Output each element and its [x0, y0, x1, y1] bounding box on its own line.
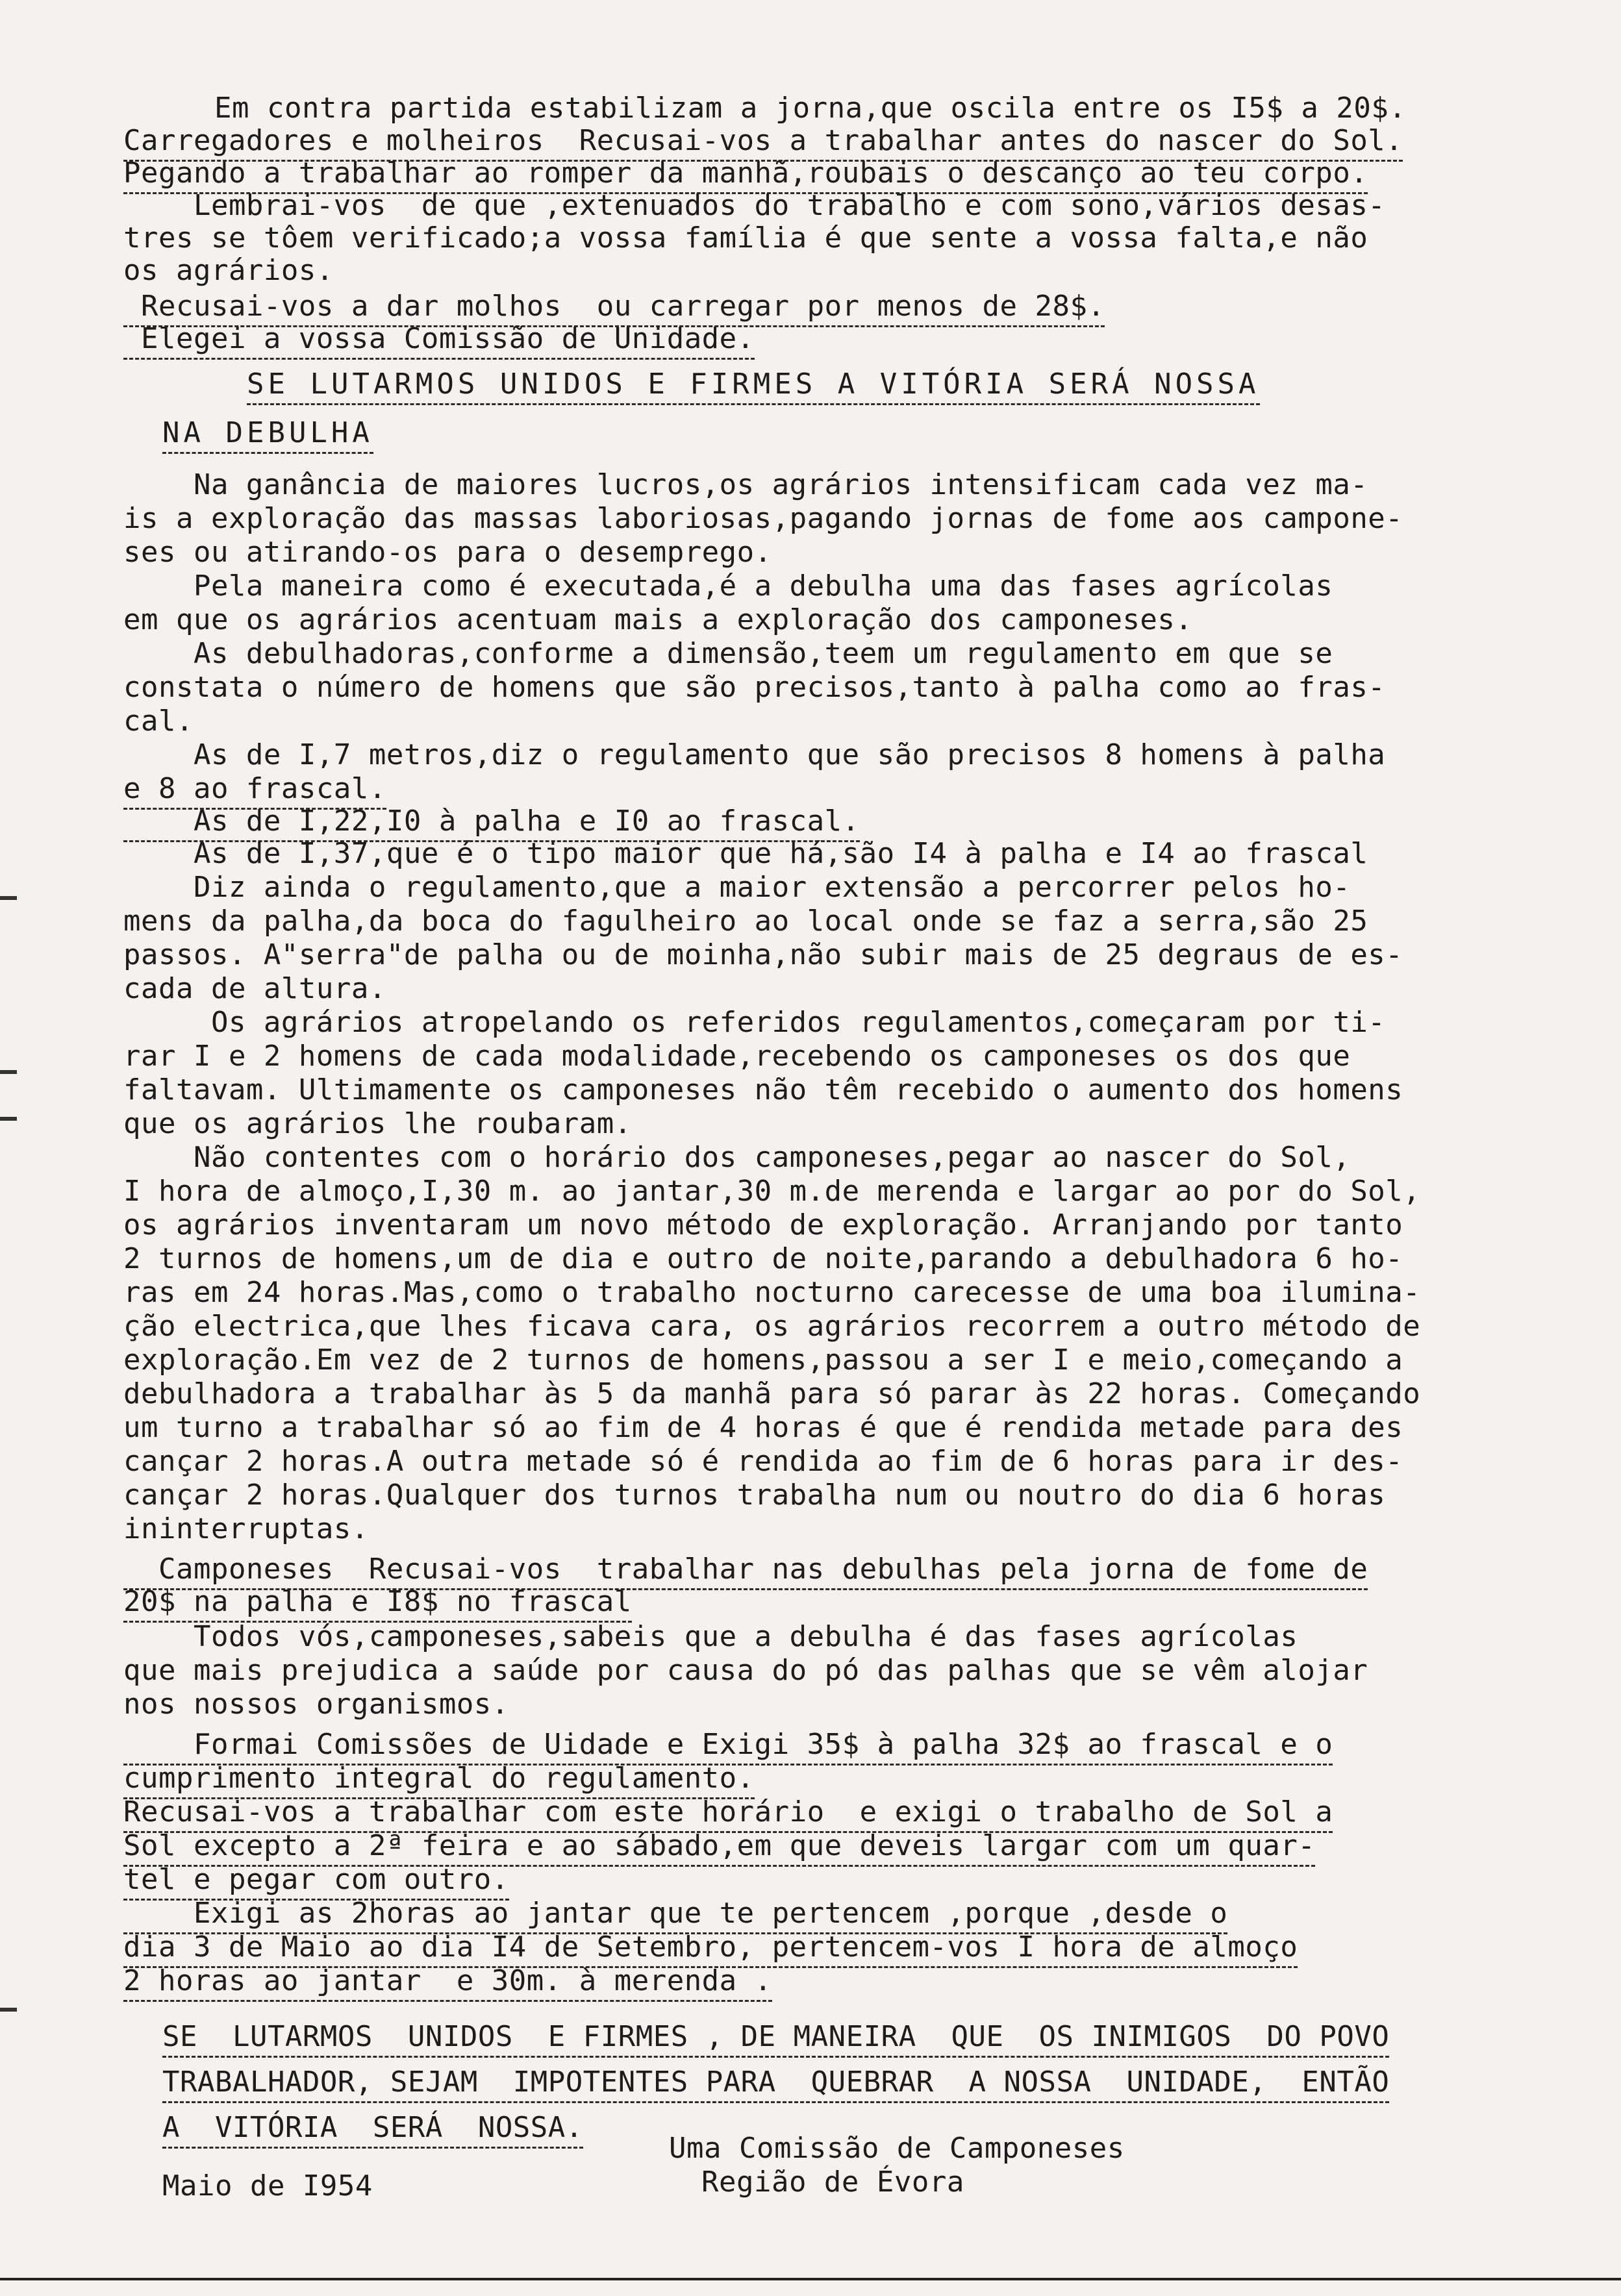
demand-line: dia 3 de Maio ao dia I4 de Setembro, pertencem-vos I hora de almoço [123, 1930, 1298, 1968]
text-line: As de I,37,que é o tipo maior que há,são I4 à palha e I4 ao frascal [123, 837, 1368, 870]
demand-line: Formai Comissões de Uidade e Exigi 35$ à palha 32$ ao frascal e o [123, 1727, 1333, 1766]
demand-line: 2 horas ao jantar e 30m. à merenda . [123, 1964, 772, 2002]
final-slogan-line: A VITÓRIA SERÁ NOSSA. [162, 2110, 583, 2149]
text-line: os agrários. [123, 254, 334, 287]
scan-mark [0, 1070, 17, 1074]
text-line: exploração.Em vez de 2 turnos de homens,passou a ser I e meio,começando a [123, 1343, 1403, 1377]
text-line: que mais prejudica a saúde por causa do pó das palhas que se vêm alojar [123, 1654, 1368, 1687]
scan-mark [0, 1117, 17, 1121]
text-line: 2 turnos de homens,um de dia e outro de noite,parando a debulhadora 6 ho- [123, 1242, 1403, 1275]
section-heading: NA DEBULHA [162, 416, 373, 454]
scan-mark [0, 2008, 17, 2012]
slogan-heading: SE LUTARMOS UNIDOS E FIRMES A VITÓRIA SERÁ NOSSA [247, 367, 1260, 405]
text-line: Carregadores e molheiros Recusai-vos a trabalhar antes do nascer do Sol. [123, 123, 1403, 162]
text-line: tres se tôem verificado;a vossa família é que sente a vossa falta,e não [123, 221, 1368, 255]
text-line: ininterruptas. [123, 1512, 369, 1545]
text-line: Todos vós,camponeses,sabeis que a debulha é das fases agrícolas [123, 1620, 1298, 1653]
text-line: cançar 2 horas.A outra metade só é rendida ao fim de 6 horas para ir des- [123, 1445, 1403, 1478]
document-date: Maio de I954 [162, 2169, 373, 2202]
text-line: Em contra partida estabilizam a jorna,que oscila entre os I5$ a 20$. [214, 92, 1407, 125]
text-line: Os agrários atropelando os referidos regulamentos,começaram por ti- [123, 1006, 1386, 1039]
text-line: que os agrários lhe roubaram. [123, 1107, 632, 1140]
text-line: ras em 24 horas.Mas,como o trabalho nocturno carecesse de uma boa ilumina- [123, 1276, 1421, 1309]
scan-mark [0, 896, 17, 900]
text-line: rar I e 2 homens de cada modalidade,recebendo os camponeses os dos que [123, 1040, 1351, 1073]
text-line: Lembrai-vos de que ,extenuados do trabalho e com sono,vários desas- [123, 189, 1386, 222]
text-line: Na ganância de maiores lucros,os agrários intensificam cada vez ma- [123, 468, 1368, 501]
demand-line: Exigi as 2horas ao jantar que te pertencem ,porque ,desde o [123, 1896, 1227, 1934]
demand-line: Recusai-vos a trabalhar com este horário e exigi o trabalho de Sol a [123, 1795, 1333, 1833]
demand-line: Recusai-vos a dar molhos ou carregar por menos de 28$. [123, 289, 1105, 327]
text-line: cançar 2 horas.Qualquer dos turnos trabalha num ou noutro do dia 6 horas [123, 1479, 1386, 1512]
final-slogan-line: TRABALHADOR, SEJAM IMPOTENTES PARA QUEBRAR A NOSSA UNIDADE, ENTÃO [162, 2065, 1389, 2103]
text-line: faltavam. Ultimamente os camponeses não têm recebido o aumento dos homens [123, 1073, 1403, 1106]
text-line: passos. A"serra"de palha ou de moinha,não subir mais de 25 degraus de es- [123, 938, 1403, 971]
signature-line: Uma Comissão de Camponeses [669, 2132, 1125, 2165]
text-line: cal. [123, 705, 194, 738]
text-line: os agrários inventaram um novo método de exploração. Arranjando por tanto [123, 1208, 1403, 1242]
text-line: em que os agrários acentuam mais a exploração dos camponeses. [123, 603, 1193, 636]
demand-line: cumprimento integral do regulamento. [123, 1761, 755, 1799]
demand-line: tel e pegar com outro. [123, 1862, 509, 1901]
final-slogan-line: SE LUTARMOS UNIDOS E FIRMES , DE MANEIRA QUE OS INIMIGOS DO POVO [162, 2019, 1389, 2058]
demand-line: Elegei a vossa Comissão de Unidade. [123, 321, 755, 360]
text-line: ção electrica,que lhes ficava cara, os agrários recorrem a outro método de [123, 1310, 1421, 1343]
text-line: um turno a trabalhar só ao fim de 4 horas é que é rendida metade para des [123, 1411, 1403, 1444]
text-line: is a exploração das massas laboriosas,pagando jornas de fome aos campone- [123, 502, 1403, 535]
text-line: Diz ainda o regulamento,que a maior extensão a percorrer pelos ho- [123, 871, 1351, 904]
bottom-edge-line [0, 2278, 1621, 2280]
text-line: ses ou atirando-os para o desemprego. [123, 536, 772, 569]
text-line: I hora de almoço,I,30 m. ao jantar,30 m.de merenda e largar ao por do Sol, [123, 1175, 1421, 1208]
text-line: Pela maneira como é executada,é a debulha uma das fases agrícolas [123, 569, 1333, 603]
text-line: cada de altura. [123, 972, 386, 1005]
text-line: Pegando a trabalhar ao romper da manhã,roubais o descanço ao teu corpo. [123, 156, 1368, 194]
text-line: As debulhadoras,conforme a dimensão,teem um regulamento em que se [123, 637, 1333, 670]
text-line: constata o número de homens que são precisos,tanto à palha como ao fras- [123, 671, 1386, 704]
demand-line: Camponeses Recusai-vos trabalhar nas debulhas pela jorna de fome de [123, 1552, 1368, 1590]
text-line: e 8 ao frascal. [123, 771, 386, 810]
text-line: mens da palha,da boca do fagulheiro ao local onde se faz a serra,são 25 [123, 905, 1368, 938]
text-line: debulhadora a trabalhar às 5 da manhã para só parar às 22 horas. Começando [123, 1377, 1421, 1410]
text-line: As de I,7 metros,diz o regulamento que são precisos 8 homens à palha [123, 738, 1386, 771]
signature-line: Região de Évora [701, 2165, 964, 2199]
demand-line: Sol excepto a 2ª feira e ao sábado,em que deveis largar com um quar- [123, 1828, 1315, 1867]
demand-line: 20$ na palha e I8$ no frascal [123, 1584, 632, 1623]
text-line: As de I,22,I0 à palha e I0 ao frascal. [123, 804, 860, 842]
text-line: Não contentes com o horário dos camponeses,pegar ao nascer do Sol, [123, 1141, 1351, 1174]
text-line: nos nossos organismos. [123, 1688, 509, 1721]
